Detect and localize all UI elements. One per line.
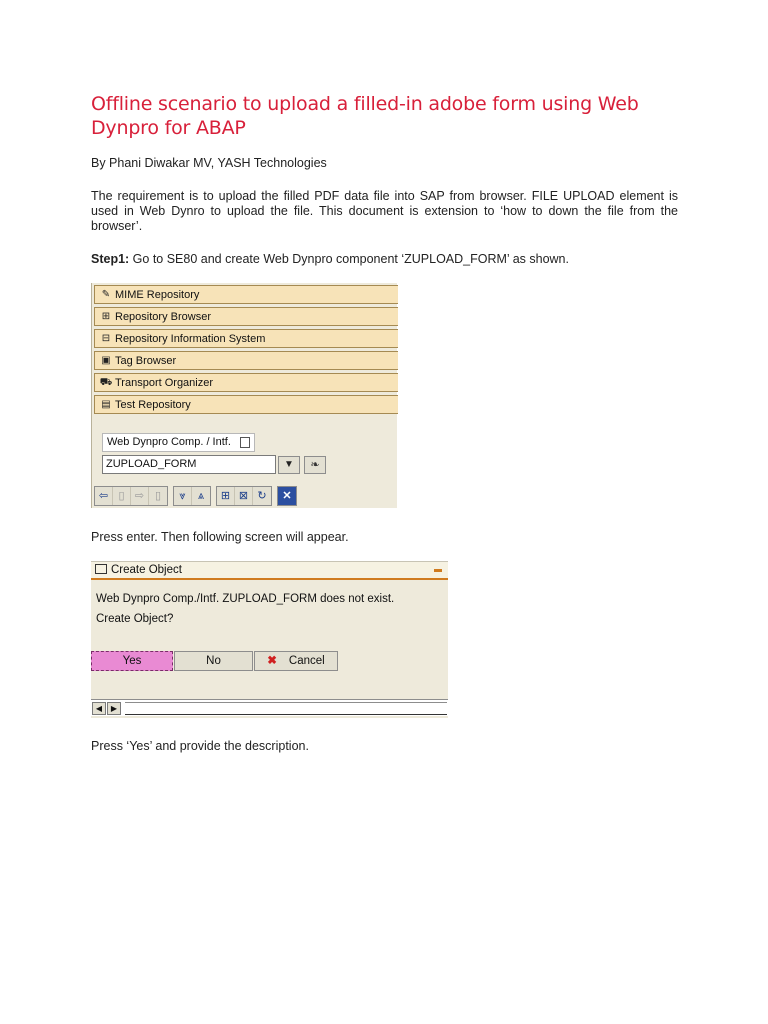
window-icon (95, 564, 107, 574)
back-copy-icon[interactable]: ▯ (113, 487, 131, 505)
step1-paragraph (91, 252, 678, 267)
dialog-title-bar (91, 561, 448, 580)
tag-icon: ▣ (101, 354, 111, 366)
repo-item-label: Test Repository (115, 398, 191, 411)
object-name-input[interactable]: ZUPLOAD_FORM (102, 455, 276, 474)
step1-text: Go to SE80 and create Web Dynpro component ‘ZUPLOAD_FORM’ as shown. (129, 252, 569, 266)
dialog-title: Create Object (111, 564, 182, 576)
repo-item-browser[interactable] (94, 307, 398, 326)
chevron-down-icon: ▼ (284, 459, 294, 470)
object-type-label: Web Dynpro Comp. / Intf. (107, 436, 231, 448)
cancel-label: Cancel (288, 655, 325, 667)
scroll-left-icon[interactable]: ◀ (92, 702, 106, 715)
repo-item-label: Transport Organizer (115, 376, 214, 389)
cancel-button[interactable] (254, 651, 338, 671)
back-icon[interactable]: ⇦ (95, 487, 113, 505)
scroll-track[interactable] (125, 702, 447, 715)
dropdown-button[interactable] (278, 456, 300, 474)
no-button[interactable]: No (174, 651, 253, 671)
toolbar-group-view (216, 486, 272, 506)
display-icon[interactable]: ⊠ (235, 487, 253, 505)
truck-icon: ⛟ (99, 376, 113, 388)
dialog-message-line2: Create Object? (96, 613, 174, 625)
repo-item-label: Tag Browser (115, 354, 177, 367)
refresh-icon[interactable]: ↻ (257, 490, 267, 502)
navigation-toolbar (94, 486, 302, 506)
scroll-right-icon[interactable]: ▶ (107, 702, 121, 715)
se80-screenshot (91, 283, 397, 508)
hierarchy-icon[interactable]: ⊞ (217, 487, 235, 505)
repo-item-mime[interactable] (94, 285, 398, 304)
requirement-paragraph: The requirement is to upload the filled PDF data file into SAP from browser. FILE UPLOAD element is used in Web Dynro to upload the file. This document is extension to ‘how to down the file from the browser’. (91, 189, 678, 233)
create-object-dialog (91, 561, 448, 718)
close-icon[interactable]: ✕ (278, 487, 296, 505)
repo-item-label: Repository Browser (115, 310, 211, 323)
press-yes-paragraph: Press ‘Yes’ and provide the description. (91, 739, 309, 753)
repo-item-transport[interactable] (94, 373, 398, 392)
document-title: Offline scenario to upload a filled-in adobe form using Web Dynpro for ABAP (91, 93, 639, 139)
horizontal-scrollbar[interactable] (91, 699, 448, 716)
object-type-select[interactable] (102, 433, 255, 452)
toolbar-group-close (277, 486, 297, 506)
dialog-message-line1: Web Dynpro Comp./Intf. ZUPLOAD_FORM does not exist. (96, 593, 395, 605)
repo-item-label: Repository Information System (115, 332, 266, 345)
tree-icon: ⊞ (101, 310, 111, 322)
press-enter-paragraph: Press enter. Then following screen will appear. (91, 530, 349, 544)
repo-item-test[interactable] (94, 395, 398, 414)
test-icon: ▤ (101, 398, 111, 410)
mime-icon: ✎ (101, 288, 111, 300)
repo-item-info-system[interactable] (94, 329, 398, 348)
list-icon (240, 437, 250, 448)
repo-item-label: MIME Repository (115, 288, 200, 301)
step1-label: Step1: (91, 252, 130, 266)
forward-icon[interactable]: ⇨ (131, 487, 149, 505)
author-line: By Phani Diwakar MV, YASH Technologies (91, 156, 327, 170)
repo-item-tag-browser[interactable] (94, 351, 398, 370)
cancel-x-icon: ✖ (267, 655, 277, 667)
display-button[interactable] (304, 456, 326, 474)
filter-up-icon[interactable]: ⩓ (197, 490, 205, 502)
minimize-icon[interactable] (434, 569, 442, 572)
filter-down-icon[interactable]: ⩔ (174, 487, 192, 505)
toolbar-group-history (94, 486, 168, 506)
yes-button[interactable]: Yes (91, 651, 173, 671)
info-system-icon: ⊟ (101, 332, 111, 344)
toolbar-group-filter (173, 486, 211, 506)
glasses-icon: ❧ (310, 459, 320, 471)
forward-copy-icon[interactable]: ▯ (154, 490, 162, 502)
